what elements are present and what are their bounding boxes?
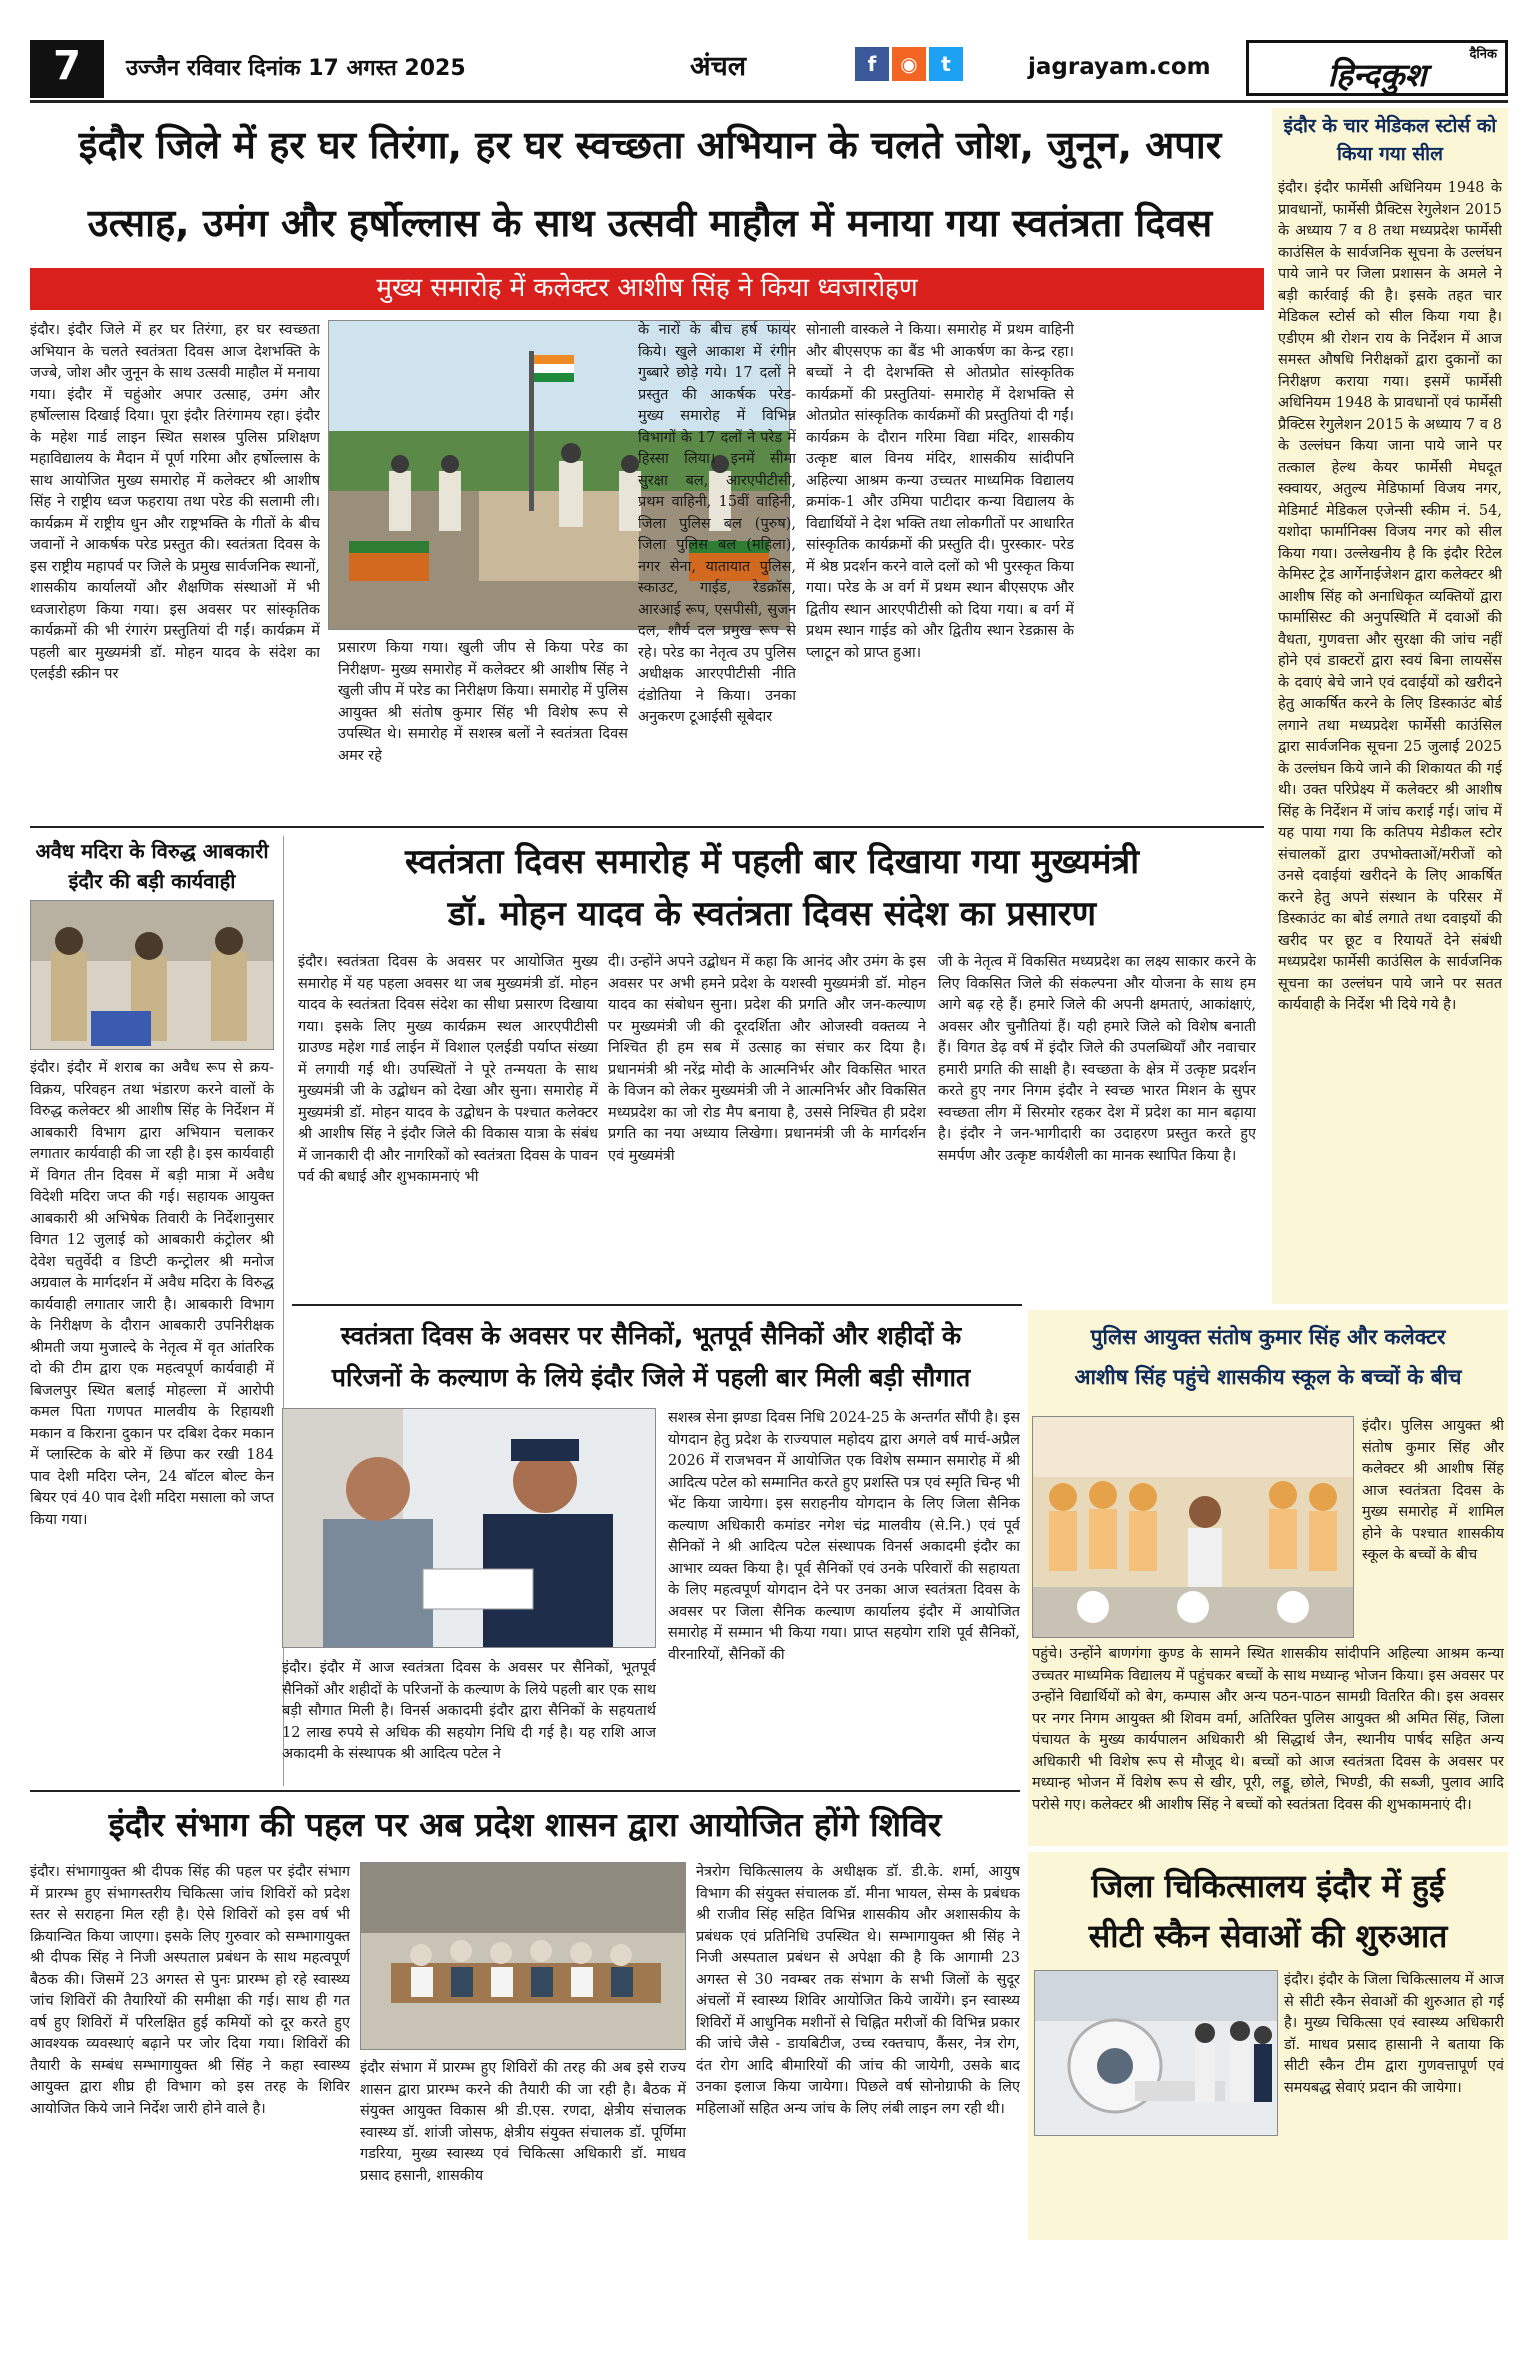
twitter-icon[interactable]: t — [929, 47, 963, 81]
cm-col3: जी के नेतृत्व में विकसित मध्यप्रदेश का लक्ष्य साकार करने के लिए विकसित जिले की संकल्पना और योजना के साथ हम आगे बढ़ रहे हैं। हमारे जिले की अपनी क्षमताएं, आकांक्षाएं, अवसर और चुनौतियां हैं। यही हमारे जिले को विशेष बनाती हैं। विगत डेढ़ वर्ष में इंदौर जिले की उपलब्धियाँ और नवाचार हमारी प्रगति की साक्षी है। स्वच्छता के क्षेत्र में उत्कृष्ट प्रदर्शन करते हुए नगर निगम इंदौर ने स्वच्छ भारत मिशन के सुपर स्वच्छता लीग में सिरमोर रहकर देश में प्रदेश का मान बढ़ाया है। इंदौर ने जन-भागीदारी का उदाहरण प्रस्तुत करते हुए समर्पण और उत्कृष्ट कार्यशैली का मानक स्थापित किया है। — [938, 954, 1256, 1164]
lead-subhead: मुख्य समारोह में कलेक्टर आशीष सिंह ने किया ध्वजारोहण — [30, 268, 1264, 310]
masthead-rule — [30, 100, 1508, 103]
ct-scan-headline-line1: जिला चिकित्सालय इंदौर में हुई — [1091, 1867, 1445, 1905]
page-number: 7 — [30, 40, 104, 98]
facebook-icon[interactable]: f — [855, 47, 889, 81]
soldiers-col1: इंदौर। इंदौर में आज स्वतंत्रता दिवस के अवसर पर सैनिकों, भूतपूर्व सैनिकों और शहीदों के परिजनों के कल्याण के लिये पहली बार एक साथ बड़ी सौगात मिली है। विनर्स अकादमी इंदौर द्वारा सैनिकों के सहयतार्थ 12 लाख रुपये से अधिक की सहयोग निधि दी गई है। यह राशि आज अकादमी के संस्थापक श्री आदित्य पटेल ने — [282, 1660, 656, 1762]
section-label: अंचल — [690, 51, 747, 82]
camps-col2: इंदौर संभाग में प्रारम्भ हुए शिविरों की तरह की अब इसे राज्य शासन द्वारा प्रारम्भ करने की तैयारी की जा रही है। बैठक में संयुक्त आयुक्त विकास श्री डी.एस. रणदा, क्षेत्रीय संचालक स्वास्थ्य डॉ. शांजी जोसफ, क्षेत्रीय संयुक्त संचालक डॉ. पूर्णिमा गडरिया, मुख्य स्वास्थ्य एवं चिकित्सा अधिकारी डॉ. माधव प्रसाद हसानी, शासकीय — [360, 2060, 686, 2184]
soldiers-col2: सशस्त्र सेना झण्डा दिवस निधि 2024-25 के अन्तर्गत सौंपी है। इस योगदान हेतु प्रदेश के राज्यपाल महोदय द्वारा अगले वर्ष मार्च-अप्रैल 2026 में राजभवन में आयोजित एक विशेष सम्मान समारोह में श्री आदित्य पटेल को सम्मानित करते हुए प्रशस्ति पत्र एवं स्मृति चिन्ह भी भेंट किया जायेगा। इस सराहनीय योगदान के लिए जिला सैनिक कल्याण अधिकारी कमांडर नगेश चंद्र मालवीय (से.नि.) एवं पूर्व सैनिकों ने श्री आदित्य पटेल संस्थापक विनर्स अकादमी इंदौर का आभार व्यक्त किया है। पूर्व सैनिकों एवं उनके परिवारों की सहायता के लिए महत्वपूर्ण योगदान देने पर उनका आज स्वतंत्रता दिवस के अवसर पर जिला सैनिक कल्याण कार्यालय इंदौर में आयोजित समारोह में सम्मान भी किया गया। प्राप्त सहयोग राशि पूर्व सैनिकों, वीरनारियों, सैनिकों की — [668, 1410, 1020, 1663]
police-school-col-right: इंदौर। पुलिस आयुक्त श्री संतोष कुमार सिंह और कलेक्टर श्री आशीष सिंह आज स्वतंत्रता दिवस के मुख्य समारोह में शामिल होने के पश्चात शासकीय स्कूल के बच्चों के बीच — [1362, 1418, 1504, 1563]
excise-body: इंदौर। इंदौर में शराब का अवैध रूप से क्रय-विक्रय, परिवहन तथा भंडारण करने वालों के विरुद्ध कलेक्टर श्री आशीष सिंह के निर्देशन में आबकारी विभाग द्वारा अभियान चलाकर लगातार कार्यवाही की जा रही है। इस कार्यवाही में विगत तीन दिवस में बड़ी मात्रा में अवैध विदेशी मदिरा जप्त की गई। सहायक आयुक्त आबकारी श्री अभिषेक तिवारी के निर्देशानुसार विगत 12 जुलाई को आबकारी कंट्रोलर श्री देवेश चतुर्वेदी व डिप्टी कन्ट्रोलर श्री मनोज अग्रवाल के मार्गदर्शन में अवैध मदिरा के विरुद्ध कार्यवाही लगातार जारी है। आबकारी विभाग के निरीक्षण के दौरान आबकारी उपनिरीक्षक श्रीमती जया मुजाल्दे के नेतृत्व में वृत आंतरिक दो की टीम द्वारा एक महत्वपूर्ण कार्यवाही में बिजलपुर स्थित बलाई मोहल्ला में आरोपी कमल पिता गणपत मालवीय के रिहायशी मकान व किराना दुकान पर दबिश देकर मकान में प्लास्टिक के बोरे में छिपा कर रखी 184 पाव देशी मदिरा प्लेन, 24 बॉटल बोल्ट केन बियर एवं 40 पाव देशी मदिरा मसाला को जप्त किया गया। — [30, 1060, 274, 1528]
camps-meeting-photo — [360, 1862, 686, 2050]
lead-col3: के नारों के बीच हर्ष फायर किये। खुले आकाश में रंगीन गुब्बारे छोड़े गये। 17 दलों ने प्रस्तुत की आकर्षक परेड- मुख्य समारोह में विभिन्न विभागों के 17 दलों ने परेड में हिस्सा लिया। इनमें सीमा सुरक्षा बल, आरएपीटीसी, प्रथम वाहिनी, 15वीं वाहिनी, जिला पुलिस बल (पुरुष), जिला पुलिस बल (महिला), नगर सेना, यातायात पुलिस, स्काउट, गाईड, रेडक्रॉस, आरआई रूप, एसपीसी, सुजन दल, शौर्य दल प्रमुख रूप से रहे। परेड का नेतृत्व उप पुलिस अधीक्षक आरएपीटीसी नीति दंडोतिया ने किया। उनका अनुकरण टूआईसी सूबेदार — [638, 322, 796, 725]
soldiers-headline-line1: स्वतंत्रता दिवस के अवसर पर सैनिकों, भूतपूर्व सैनिकों और शहीदों के — [340, 1321, 962, 1350]
camps-col3: नेत्ररोग चिकित्सालय के अधीक्षक डॉ. डी.के. शर्मा, आयुष विभाग की संयुक्त संचालक डॉ. मीना भायल, सेम्स के प्रबंधक श्री राजीव सिंह सहित विभिन्न शासकीय और अशासकीय के प्रबंधक एवं प्रतिनिधि उपस्थित थे। सम्भागायुक्त श्री सिंह ने निजी अस्पताल प्रबंधन से अपेक्षा की है कि आगामी 23 अगस्त से 30 नवम्बर तक संभाग के सभी जिलों के सुदूर अंचलों में स्वास्थ्य शिविर आयोजित किये जायेंगे। इन स्वास्थ्य शिविरों में आधुनिक मशीनों से चिह्नित मरीजों की विभिन्न प्रकार की जांचे जैसे - डायबिटीज, उच्च रक्तचाप, कैंसर, नेत्र रोग, दंत रोग आदि बीमारियों की जांच की जायेगी, उसके बाद उनका इलाज किया जायेगा। पिछले वर्ष सोनोग्राफी के लिए महिलाओं सहित अन्य जांच के लिए लंबी लाइन लग रही थी। — [696, 1864, 1020, 2117]
cm-col2: दी। उन्होंने अपने उद्बोधन में कहा कि आनंद और उमंग के इस अवसर पर अभी हमने प्रदेश के यशस्वी मुख्यमंत्री डॉ. मोहन यादव का संबोधन सुना। प्रदेश की प्रगति और जन-कल्याण पर मुख्यमंत्री जी की दूरदर्शिता और ओजस्वी वक्तव्य ने निश्चित ही हम सब में उत्साह का संचार कर दिया है। प्रधानमंत्री श्री नरेंद्र मोदी के आत्मनिर्भर और विकसित भारत के विजन को लेकर मुख्यमंत्री जी ने आत्मनिर्भर और विकसित मध्यप्रदेश का जो रोड मैप बनाया है, उससे निश्चित ही प्रदेश प्रगति का नया अध्याय लिखेगा। प्रधानमंत्री जी के मार्गदर्शन एवं मुख्यमंत्री — [608, 954, 926, 1164]
cm-col1: इंदौर। स्वतंत्रता दिवस के अवसर पर आयोजित मुख्य समारोह में यह पहला अवसर था जब मुख्यमंत्री डॉ. मोहन यादव के स्वतंत्रता दिवस संदेश का सीधा प्रसारण दिखाया गया। इसके लिए मुख्य कार्यक्रम स्थल आरएपीटीसी ग्राउण्ड महेश गार्ड लाईन में विशाल एलईडी पर्याप्त संख्या में लगायी गई थी। उपस्थितों ने पूरे तन्मयता के साथ मुख्यमंत्री जी के उद्बोधन को देखा और सुना। समारोह में मुख्यमंत्री डॉ. मोहन यादव के उद्बोधन के पश्चात कलेक्टर श्री आशीष सिंह ने इंदौर जिले की विकास यात्रा के संबंध में जानकारी दी और नागरिकों को स्वतंत्रता दिवस के पावन पर्व की बधाई और शुभकामनाएं भी — [298, 954, 598, 1185]
lead-headline-line2: उत्साह, उमंग और हर्षोल्लास के साथ उत्सवी माहौल में मनाया गया स्वतंत्रता दिवस — [87, 201, 1213, 245]
social-icons — [855, 47, 975, 83]
cm-headline-line1: स्वतंत्रता दिवस समारोह में पहली बार दिखाया गया मुख्यमंत्री — [405, 842, 1139, 882]
brand-small: दैनिक — [1469, 47, 1497, 62]
lead-col4: सोनाली वास्कले ने किया। समारोह में प्रथम वाहिनी और बीएसएफ का बैंड भी आकर्षण का केन्द्र रहा। बच्चों ने दी देशभक्ति से ओतप्रोत सांस्कृतिक कार्यक्रमों की प्रस्तुतियां- समारोह में देशभक्ति से ओतप्रोत सांस्कृतिक कार्यक्रमों की प्रस्तुतियां दी गईं। कार्यक्रम के दौरान गरिमा विद्या मंदिर, शासकीय उत्कृष्ट बाल विनय मंदिर, शासकीय सांदीपनि अहिल्या आश्रम कन्या उच्चतर माध्यमिक विद्यालय क्रमांक-1 और उमिया पाटीदार कन्या विद्यालय के विद्यार्थियों ने देश भक्ति तथा लोकगीतों पर आधारित सांस्कृतिक कार्यक्रमों की प्रस्तुति दी। पुरस्कार- परेड में श्रेष्ठ प्रदर्शन करने वाले दलों को भी पुरस्कृत किया गया। परेड के अ वर्ग में प्रथम स्थान बीएसएफ और द्वितीय स्थान आरएपीटीसी को दिया गया। ब वर्ग में प्रथम स्थान गाईड को और द्वितीय स्थान रेडक्रास के प्लाटून को प्राप्त हुआ। — [806, 322, 1074, 661]
soldiers-photo — [282, 1408, 656, 1648]
excise-headline: अवैध मदिरा के विरुद्ध आबकारी इंदौर की बड़ी कार्यवाही — [35, 839, 269, 893]
police-school-headline-line1: पुलिस आयुक्त संतोष कुमार सिंह और कलेक्टर — [1090, 1325, 1446, 1349]
rss-icon[interactable]: ◉ — [892, 47, 926, 81]
ct-scan-headline-line2: सीटी स्कैन सेवाओं की शुरुआत — [1088, 1917, 1448, 1955]
ct-scan-photo — [1034, 1970, 1278, 2136]
cm-headline-line2: डॉ. मोहन यादव के स्वतंत्रता दिवस संदेश का प्रसारण — [447, 894, 1097, 934]
cm-bottom-rule — [292, 1304, 1022, 1306]
medical-stores-body: इंदौर। इंदौर फार्मेसी अधिनियम 1948 के प्रावधानों, फार्मेसी प्रैक्टिस रेगुलेशन 2015 के अध्याय 7 व 8 तथा मध्यप्रदेश फार्मेसी काउंसिल के सार्वजनिक सूचना के उल्लंघन पाये जाने पर जिला प्रशासन के अमले ने बड़ी कार्रवाई की है। इसके तहत चार मेडिकल स्टोर्स को सील किया गया है। एडीएम श्री रोशन राय के निर्देशन में आज समस्त औषधि निरीक्षकों द्वारा दुकानों का निरीक्षण कराया गया। इसमें फार्मेसी अधिनियम 1948 के प्रावधानों एवं फार्मेसी प्रैक्टिस रेगुलेशन 2015 के अध्याय 7 व 8 के उल्लंघन किया जाना पाये जाने पर तत्काल हेल्थ केयर फार्मेसी मेघदूत स्क्वायर, अतुल्य मेडिफार्मा विजय नगर, मेडिमार्ट मेडिकल एजेन्सी स्कीम नं. 54, यशोदा फार्मानिक्स विजय नगर को सील किया गया। उल्लेखनीय है कि इंदौर रिटेल केमिस्ट ट्रेड आर्गेनाईजेशन द्वारा कलेक्टर श्री आशीष सिंह को अनाधिकृत व्यक्तियों द्वारा फार्मासिस्ट की अनुपस्थिति में दवाओं की वैधता, गुणवत्ता और सुरक्षा की जांच नहीं होने एवं डाक्टरों द्वारा स्वयं बिना लायसेंस के दवाएं बेचे जाने एवं दवाईयों को खरीदने हेतु आकर्षित करने के लिए डिस्काउंट बोर्ड लगाने तथा मध्यप्रदेश फार्मेसी काउंसिल द्वारा सार्वजनिक सूचना 25 जुलाई 2025 के उल्लंघन किये जाने की शिकायत की गई थी। उक्त परिप्रेक्ष्य में कलेक्टर श्री आशीष सिंह के निर्देशन में जांच कराई गई। जांच में यह पाया गया कि कतिपय मेडीकल स्टोर संचालकों द्वारा उपभोक्ताओं/मरीजों को उनसे दवाईयां खरीदने के लिए आकर्षित करने हेतु अपने संस्थान के परिसर में डिस्काउंट का बोर्ड लगाते तथा दवाइयों की खरीद पर छूट व रियायतें देने संबंधी मध्यप्रदेश फार्मेसी काउंसिल के सार्वजनिक सूचना का उल्लंघन पाये जाने पर सतत कार्यवाही के निर्देश भी दिये गये है। — [1278, 180, 1502, 1013]
brand-logo — [1246, 40, 1508, 96]
lead-bottom-rule — [30, 826, 1264, 828]
website-link[interactable]: jagrayam.com — [1028, 54, 1211, 80]
police-school-body: पहुंचे। उन्होंने बाणगंगा कुण्ड के सामने स्थित शासकीय सांदीपनि अहिल्या आश्रम कन्या उच्चतर माध्यमिक विद्यालय में पहुंचकर बच्चों के साथ मध्यान्ह भोजन किया। इस अवसर पर उन्होंने विद्यार्थियों को बेग, कम्पास और अन्य पठन-पाठन सामग्री वितरित की। इस अवसर पर नगर निगम आयुक्त श्री शिवम वर्मा, अतिरिक्त पुलिस आयुक्त श्री अमित सिंह, जिला पंचायत के मुख्य कार्यपालन अधिकारी श्री सिद्धार्थ जैन, स्थानीय पार्षद सहित अन्य अधिकारी भी विशेष रूप से मौजूद थे। बच्चों को आज स्वतंत्रता दिवस के अवसर पर मध्यान्ह भोजन में विशेष रूप से खीर, पूरी, लड्डू, छोले, भिण्डी, की सब्जी, पुलाव आदि परोसे गए। कलेक्टर श्री आशीष सिंह ने बच्चों को स्वतंत्रता दिवस की शुभकामनाएं दी। — [1032, 1646, 1504, 1813]
lead-col1: इंदौर। इंदौर जिले में हर घर तिरंगा, हर घर स्वच्छता अभियान के चलते स्वतंत्रता दिवस आज देशभक्ति के जज्बे, जोश और जुनून के साथ उत्सवी माहौल में मनाया गया। इंदौर में चहुंओर अपार उत्साह, उमंग और हर्षोल्लास दिखाई दिया। पूरा इंदौर तिरंगामय रहा। इंदौर के महेश गार्ड लाइन स्थित सशस्त्र पुलिस प्रशिक्षण महाविद्यालय के मैदान में पूर्ण गरिमा और हर्षोल्लास के साथ आयोजित मुख्य समारोह में कलेक्टर श्री आशीष सिंह ने राष्ट्रीय ध्वज फहराया तथा परेड की सलामी ली। कार्यक्रम में राष्ट्रीय धुन और राष्ट्रभक्ति के गीतों के बीच जवानों ने आकर्षक परेड प्रस्तुत की। स्वतंत्रता दिवस के इस राष्ट्रीय महापर्व पर जिले के प्रमुख सार्वजनिक स्थानों, शासकीय कार्यालयों और शैक्षणिक संस्थाओं में भी ध्वजारोहण किया गया। इस अवसर पर सांस्कृतिक कार्यक्रमों की भी रंगारंग प्रस्तुतियां दी गईं। कार्यक्रम में पहली बार मुख्यमंत्री डॉ. मोहन यादव के संदेश का एलईडी स्क्रीन पर — [30, 322, 320, 682]
excise-photo — [30, 900, 274, 1050]
police-school-photo — [1032, 1416, 1354, 1638]
camps-headline: इंदौर संभाग की पहल पर अब प्रदेश शासन द्वारा आयोजित होंगे शिविर — [108, 1805, 942, 1844]
police-school-headline-line2: आशीष सिंह पहुंचे शासकीय स्कूल के बच्चों के बीच — [1074, 1365, 1462, 1389]
ct-scan-body: इंदौर। इंदौर के जिला चिकित्सालय में आज से सीटी स्कैन सेवाओं की शुरुआत हो गई है। मुख्य चिकित्सा एवं स्वास्थ्य अधिकारी डॉ. माधव प्रसाद हासानी ने बताया कि सीटी स्कैन टीम द्वारा गुणवत्तापूर्ण एवं समयबद्ध सेवाएं प्रदान की जायेगा। — [1284, 1972, 1504, 2096]
lead-headline-line1: इंदौर जिले में हर घर तिरंगा, हर घर स्वच्छता अभियान के चलते जोश, जुनून, अपार — [78, 123, 1222, 167]
dateline: उज्जैन रविवार दिनांक 17 अगस्त 2025 — [126, 56, 466, 81]
brand-name: हिन्दकुश — [1327, 56, 1427, 94]
medical-stores-headline: इंदौर के चार मेडिकल स्टोर्स को किया गया सील — [1283, 115, 1497, 165]
lead-col2-lower: प्रसारण किया गया। खुली जीप से किया परेड का निरीक्षण- मुख्य समारोह में कलेक्टर श्री आशीष सिंह ने खुली जीप में परेड का निरीक्षण किया। समारोह में पुलिस आयुक्त श्री संतोष कुमार सिंह भी विशेष रूप से उपस्थित थे। समारोह में सशस्त्र बलों ने स्वतंत्रता दिवस अमर रहे — [338, 640, 628, 764]
soldiers-bottom-rule — [30, 1790, 1020, 1792]
camps-col1: इंदौर। संभागायुक्त श्री दीपक सिंह की पहल पर इंदौर संभाग में प्रारम्भ हुए संभागस्तरीय चिकित्सा जांच शिविरों को प्रदेश स्तर से सराहना मिल रही है। ऐसे शिविरों को इस वर्ष भी क्रियान्वित किया जाएगा। इसके लिए गुरुवार को सम्भागायुक्त श्री दीपक सिंह ने निजी अस्पताल प्रबंधन के साथ महत्वपूर्ण बैठक की। जिसमें 23 अगस्त से पुनः प्रारम्भ हो रहे स्वास्थ्य जांच शिविरों की तैयारियों की समीक्षा की गई। साथ ही गत वर्ष हुए शिविरों में परिलक्षित हुई कमियों को दूर करते हुए आवश्यक व्यवस्थाएं बढ़ाने पर जोर दिया गया। शिविरों की तैयारी के सम्बंध सम्भागायुक्त श्री सिंह ने कहा स्वास्थ्य आयुक्त द्वारा शीघ्र ही विभाग को इस तरह के शिविर आयोजित किये जाने निर्देश जारी होने वाले है। — [30, 1864, 350, 2117]
soldiers-headline-line2: परिजनों के कल्याण के लिये इंदौर जिले में पहली बार मिली बड़ी सौगात — [331, 1363, 971, 1392]
